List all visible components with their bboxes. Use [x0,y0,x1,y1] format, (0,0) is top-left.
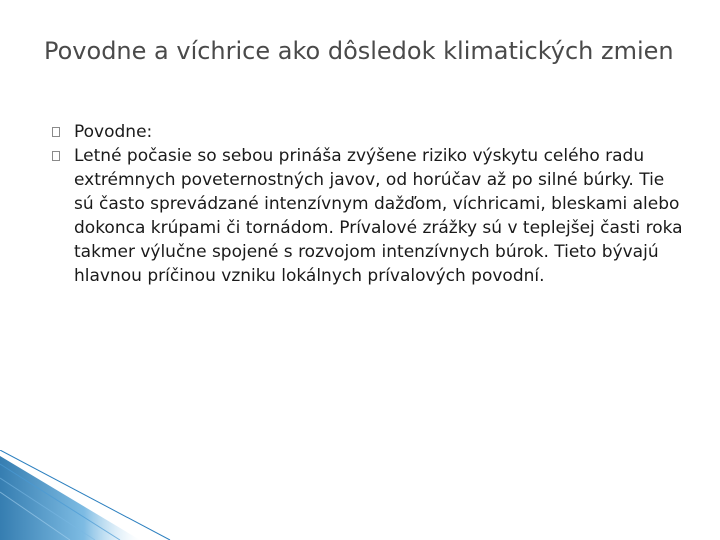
bullet-icon [52,127,60,137]
slide-title: Povodne a víchrice ako dôsledok klimatických zmien [44,37,674,65]
bullet-list [48,120,688,288]
bullet-icon [52,151,60,161]
decorative-wave-graphic [0,450,720,540]
bullet-item-description [48,144,688,288]
bullet-text: Povodne: [74,122,153,142]
bullet-text: Letné počasie so sebou prináša zvýšene riziko výskytu celého radu extrémnych poveternostných javov, od horúčav až po silné búrky. Tie sú často sprevádzané intenzívnym dažďom, víchricami, bleskami alebo dokonca krúpami či tornádom. Prívalové zrážky sú v teplejšej časti roka takmer výlučne spojené s rozvojom intenzívnych búrok. Tieto bývajú hlavnou príčinou vzniku lokálnych prívalových povodní. [74,146,683,286]
bullet-item-povodne [48,120,688,144]
